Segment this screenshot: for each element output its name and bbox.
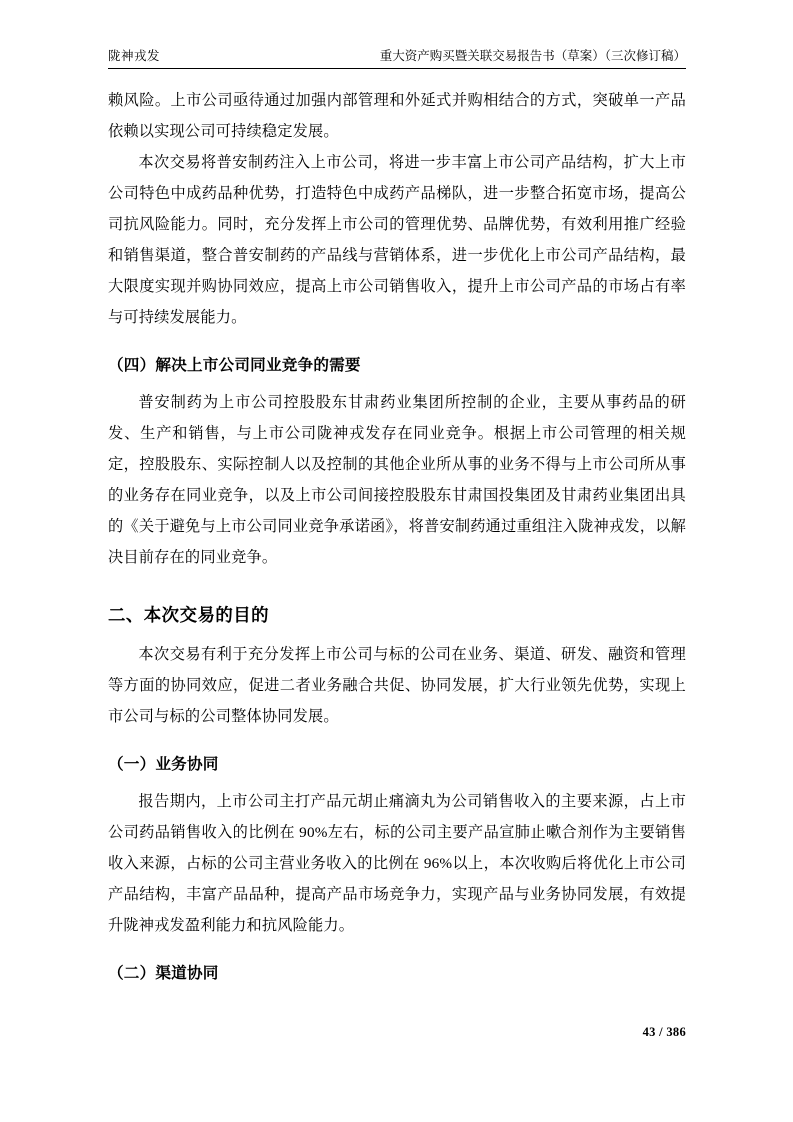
heading-section-four: （四）解决上市公司同业竞争的需要	[108, 357, 361, 375]
heading-channel-synergy: （二）渠道协同	[108, 965, 219, 983]
header-divider	[108, 68, 686, 69]
paragraph-continued-risk: 赖风险。上市公司亟待通过加强内部管理和外延式并购相结合的方式，突破单一产品依赖以实现公司可持续稳定发展。	[108, 92, 686, 141]
page-header	[108, 48, 686, 68]
page-number: 43 / 386	[642, 1025, 686, 1039]
paragraph-competition-resolution: 普安制药为上市公司控股股东甘肃药业集团所控制的企业，主要从事药品的研发、生产和销售，与上市公司陇神戎发存在同业竞争。根据上市公司管理的相关规定，控股股东、实际控制人以及控制的其他企业所从事的业务不得与上市公司所从事的业务存在同业竞争，以及上市公司间接控股股东甘肃国投集团及甘肃药业集团出具的《关于避免与上市公司同业竞争承诺函》，将普安制药通过重组注入陇神戎发，以解决目前存在的同业竞争。	[108, 394, 686, 567]
paragraph-transaction-purpose: 本次交易有利于充分发挥上市公司与标的公司在业务、渠道、研发、融资和管理等方面的协同效应，促进二者业务融合共促、协同发展，扩大行业领先优势，实现上市公司与标的公司整体协同发展。	[108, 646, 686, 726]
paragraph-business-synergy-detail: 报告期内，上市公司主打产品元胡止痛滴丸为公司销售收入的主要来源，占上市公司药品销售收入的比例在 90%左右，标的公司主要产品宣肺止嗽合剂作为主要销售收入来源，占标的公司主营业务收入的比例在 96%以上，本次收购后将优化上市公司产品结构，丰富产品品种，提高产品市场竞争力，实现产品与业务协同发展，有效提升陇神戎发盈利能力和抗风险能力。	[108, 793, 686, 935]
header-company-name: 陇神戎发	[108, 49, 161, 63]
page-content	[108, 48, 686, 995]
heading-section-two: 二、本次交易的目的	[108, 605, 270, 626]
paragraph-transaction-benefit: 本次交易将普安制药注入上市公司，将进一步丰富上市公司产品结构，扩大上市公司特色中成药品种优势，打造特色中成药产品梯队，进一步整合拓宽市场，提高公司抗风险能力。同时，充分发挥上市公司的管理优势、品牌优势，有效利用推广经验和销售渠道，整合普安制药的产品线与营销体系，进一步优化上市公司产品结构，最大限度实现并购协同效应，提高上市公司销售收入，提升上市公司产品的市场占有率与可持续发展能力。	[108, 154, 686, 327]
header-document-title: 重大资产购买暨关联交易报告书（草案）（三次修订稿）	[379, 49, 686, 63]
heading-business-synergy: （一）业务协同	[108, 756, 219, 774]
